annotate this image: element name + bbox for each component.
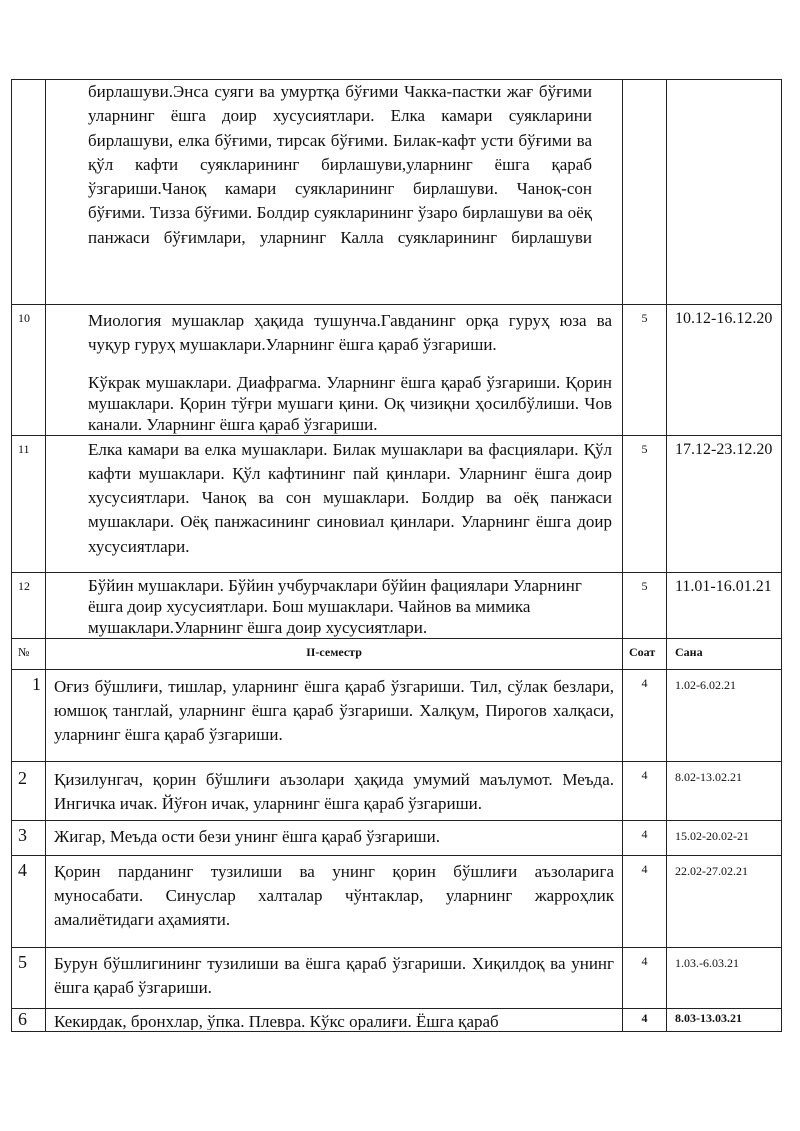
row-number: 11: [18, 441, 30, 456]
table-row: [12, 820, 782, 855]
hours-value: 4: [641, 861, 648, 876]
row-number: 6: [18, 1008, 27, 1029]
row-number-cell: [12, 80, 46, 305]
date-value: 22.02-27.02.21: [675, 863, 748, 878]
row-number: 12: [18, 578, 30, 593]
syllabus-table: [11, 79, 782, 1032]
hours-value: 5: [641, 311, 648, 325]
topic-text: Оғиз бўшлиғи, тишлар, уларнинг ёшга қараб ўзгариши. Тил, сўлак безлари, юмшоқ танглай, уларнинг ёшга қараб ўзгариши. Халқум, Пирогов халқаси, уларнинг ёшга қараб ўзгариши.: [54, 676, 614, 745]
date-value: 15.02-20.02-21: [675, 828, 749, 843]
hours-value: 4: [641, 1010, 648, 1025]
row-number: 1: [32, 673, 41, 694]
hours-cell: [623, 80, 667, 305]
table-header-row: [12, 638, 782, 669]
topic-text: Қорин парданинг тузилиши ва унинг қорин бўшлиғи аъзоларига муносабати. Синуслар халталар чўнтаклар, уларнинг жарроҳлик амалиётидаги аҳамияти.: [54, 861, 614, 930]
topic-text: Бўйин мушаклари. Бўйин учбурчаклари бўйин фациялари Уларнинг ёшга доир хусусиятлари. Бош мушаклари. Чайнов ва мимика мушаклари.Уларнинг ёшга доир хусусиятлари.: [88, 575, 582, 637]
table-row: [12, 669, 782, 761]
row-number: 4: [18, 859, 27, 880]
semester-title: II-семестр: [306, 644, 362, 659]
table-row: [12, 80, 782, 305]
row-number: 5: [18, 951, 27, 972]
date-value: 8.03-13.03.21: [675, 1010, 742, 1025]
topic-text: Жигар, Меъда ости бези унинг ёшга қараб ўзгариши.: [54, 826, 440, 846]
topic-text: Бурун бўшлигининг тузилиши ва ёшга қараб ўзгариши. Хиқилдоқ ва унинг ёшга қараб ўзгариши.: [54, 953, 614, 997]
date-value: 1.02-6.02.21: [675, 677, 736, 692]
topic-text: [46, 305, 622, 435]
topic-text: бирлашуви.Энса суяги ва умуртқа бўғими Чакка-пастки жағ бўғими уларнинг ёшга доир хусусиятлари. Елка камари суякларини бирлашуви, елка бўғими, тирсак бўғими. Билак-кафт усти бўғими ва қўл кафти суякларининг бирлашуви,уларнинг ёшга қараб ўзгариши.Чаноқ камари суякларининг бирлашуви. Чаноқ-сон бўғими. Тизза бўғими. Болдир суякларининг ўзаро бирлашуви ва оёқ панжаси бўғимлари, уларнинг Калла суякларининг бирлашуви: [88, 82, 592, 247]
hours-value: 5: [641, 578, 648, 593]
table-row: [12, 1008, 782, 1031]
topic-cell: [46, 80, 623, 305]
header-hours: Соат: [629, 644, 656, 659]
topic-text: Қизилунгач, қорин бўшлиғи аъзолари ҳақида умумий маълумот. Меъда. Ингичка ичак. Йўғон ичак, уларнинг ёшга қараб ўзгариши.: [54, 769, 614, 813]
hours-value: 4: [641, 953, 648, 968]
table-row: [12, 761, 782, 820]
table-row: [12, 572, 782, 638]
header-date: Сана: [675, 644, 703, 659]
row-number: 2: [18, 767, 27, 788]
hours-value: 4: [641, 826, 648, 841]
hours-value: 4: [641, 675, 648, 690]
date-cell: [667, 80, 782, 305]
table-row: [12, 947, 782, 1008]
date-value: 1.03.-6.03.21: [675, 955, 739, 970]
table-row: [12, 855, 782, 947]
hours-value: 4: [641, 767, 648, 782]
topic-text: Елка камари ва елка мушаклари. Билак мушаклари ва фасциялари. Қўл кафти мушаклари. Қўл кафтининг пай қинлари. Уларнинг ёшга доир хусусиятлари. Чаноқ ва сон мушаклари. Болдир ва оёқ панжаси мушаклари. Оёқ панжасининг синовиал қинлари. Уларнинг ёшга доир хусусиятлари.: [88, 439, 612, 556]
date-value: 8.02-13.02.21: [675, 769, 742, 784]
table-row: [12, 435, 782, 572]
row-number: 3: [18, 824, 27, 845]
topic-text: Кекирдак, бронхлар, ўпка. Плевра. Кўкс оралиғи. Ёшга қараб: [54, 1011, 499, 1030]
row-number: 10: [18, 311, 30, 325]
syllabus-page: [11, 79, 781, 1032]
topic-paragraph: Миология мушаклар ҳақида тушунча.Гавданинг орқа гуруҳ юза ва чуқур гуруҳ мушаклари.Уларнинг ёшга қараб ўзгариши.: [88, 311, 612, 355]
date-value: 10.12-16.12.20: [675, 310, 773, 327]
hours-value: 5: [641, 441, 648, 456]
topic-paragraph: Кўкрак мушаклари. Диафрагма. Уларнинг ёшга қараб ўзгариши. Қорин мушаклари. Қорин тўғри мушаги қини. Оқ чизиқни ҳосилбўлиши. Чов канали. Уларнинг ёшга қараб ўзгариши.: [88, 372, 612, 434]
date-value: 11.01-16.01.21: [675, 577, 772, 595]
table-row: [12, 305, 782, 436]
date-value: 17.12-23.12.20: [675, 440, 773, 458]
header-number: №: [18, 644, 30, 659]
